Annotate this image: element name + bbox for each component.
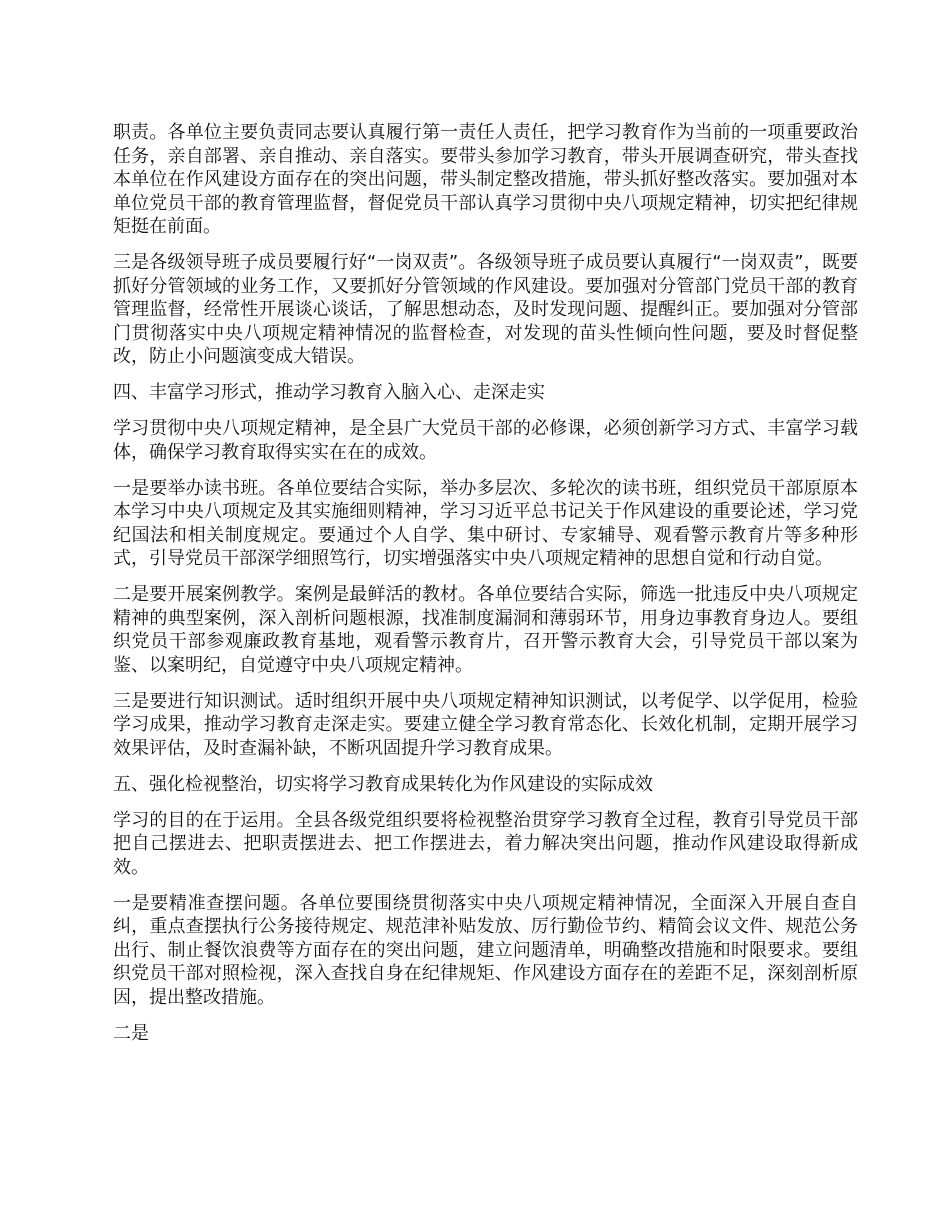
paragraph-case-teaching: 二是要开展案例教学。案例是最鲜活的教材。各单位要结合实际，筛选一批违反中央八项规定精神的典型案例，深入剖析问题根源，找准制度漏洞和薄弱环节，用身边事教育身边人。要组织党员干部参观廉政教育基地，观看警示教育片，召开警示教育大会，引导党员干部以案为鉴、以案明纪，自觉遵守中央八项规定精神。 [113,584,858,676]
paragraph-section-four-intro: 学习贯彻中央八项规定精神，是全县广大党员干部的必修课，必须创新学习方式、丰富学习载体，确保学习教育取得实实在在的成效。 [113,418,858,463]
document-body [113,121,858,1058]
paragraph-leadership-duty: 职责。各单位主要负责同志要认真履行第一责任人责任，把学习教育作为当前的一项重要政治任务，亲自部署、亲自推动、亲自落实。要带头参加学习教育，带头开展调查研究，带头查找本单位在作风建设方面存在的突出问题，带头制定整改措施，带头抓好整改落实。要加强对本单位党员干部的教育管理监督，督促党员干部认真学习贯彻中央八项规定精神，切实把纪律规矩挺在前面。 [113,122,858,237]
paragraph-one-post-two-duties: 三是各级领导班子成员要履行好“一岗双责”。各级领导班子成员要认真履行“一岗双责”，既要抓好分管领域的业务工作，又要抓好分管领域的作风建设。要加强对分管部门党员干部的教育管理监督，经常性开展谈心谈话，了解思想动态，及时发现问题、提醒纠正。要加强对分管部门贯彻落实中央八项规定精神情况的监督检查，对发现的苗头性倾向性问题，要及时督促整改，防止小问题演变成大错误。 [113,252,858,367]
section-heading-five: 五、强化检视整治，切实将学习教育成果转化为作风建设的实际成效 [113,773,653,795]
paragraph-section-five-intro: 学习的目的在于运用。全县各级党组织要将检视整治贯穿学习教育全过程，教育引导党员干部把自己摆进去、把职责摆进去、把工作摆进去，着力解决突出问题，推动作风建设取得新成效。 [113,809,858,878]
paragraph-truncated-start: 二是 [113,1022,149,1044]
paragraph-reading-class: 一是要举办读书班。各单位要结合实际，举办多层次、多轮次的读书班，组织党员干部原原本本学习中央八项规定及其实施细则精神，学习习近平总书记关于作风建设的重要论述，学习党纪国法和相关制度规定。要通过个人自学、集中研讨、专家辅导、观看警示教育片等多种形式，引导党员干部深学细照笃行，切实增强落实中央八项规定精神的思想自觉和行动自觉。 [113,477,858,569]
paragraph-knowledge-test: 三是要进行知识测试。适时组织开展中央八项规定精神知识测试，以考促学、以学促用，检验学习成果，推动学习教育走深走实。要建立健全学习教育常态化、长效化机制，定期开展学习效果评估，及时查漏补缺，不断巩固提升学习教育成果。 [113,690,858,759]
paragraph-identify-problems: 一是要精准查摆问题。各单位要围绕贯彻落实中央八项规定精神情况，全面深入开展自查自纠，重点查摆执行公务接待规定、规范津补贴发放、厉行勤俭节约、精简会议文件、规范公务出行、制止餐饮浪费等方面存在的突出问题，建立问题清单，明确整改措施和时限要求。要组织党员干部对照检视，深入查找自身在纪律规矩、作风建设方面存在的差距不足，深刻剖析原因，提出整改措施。 [113,892,858,1008]
section-heading-four: 四、丰富学习形式，推动学习教育入脑入心、走深走实 [113,382,545,403]
